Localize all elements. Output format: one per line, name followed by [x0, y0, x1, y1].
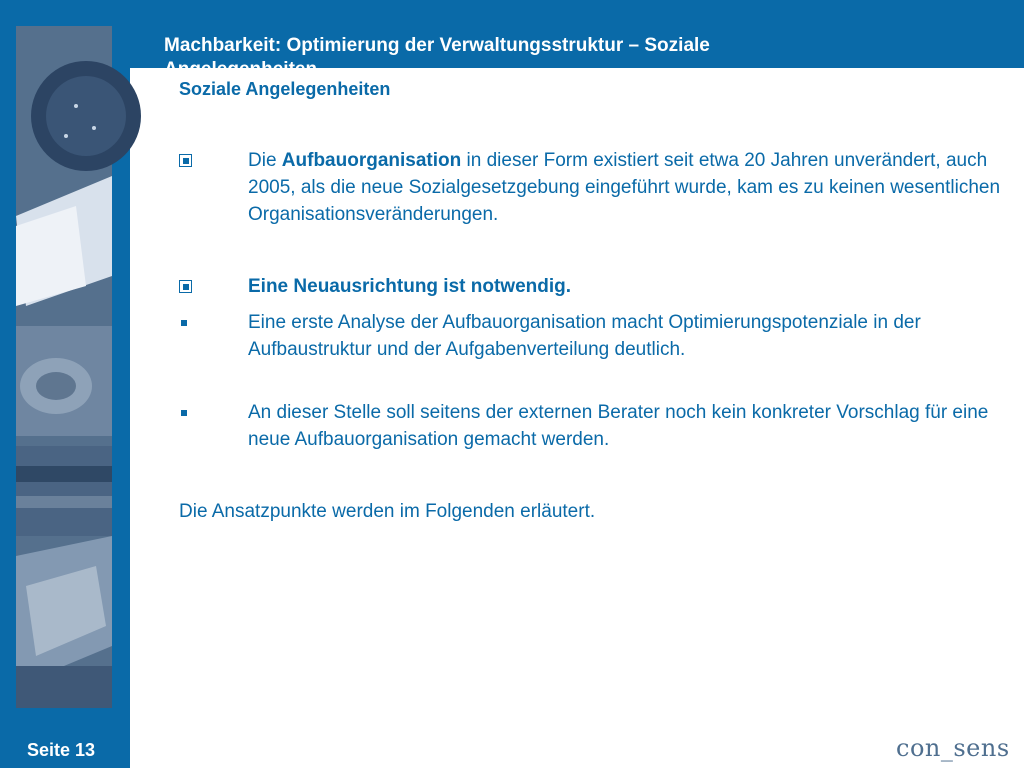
square-bullet-icon [179, 309, 201, 336]
section-subtitle: Soziale Angelegenheiten [179, 79, 391, 99]
company-logo: con_sens [896, 734, 1010, 762]
square-bullet-icon [179, 399, 201, 426]
bullet-text: Eine Neuausrichtung ist notwendig. [248, 276, 572, 297]
bullet-text: Eine erste Analyse der Aufbauorganisation macht Optimierungspotenziale in der Aufbaustruktur und der Aufgabenverteilung deutlich. [248, 312, 921, 360]
bullet-suffix: in dieser Form existiert seit etwa 20 Jahren unverändert, auch 2005, als die neue Sozialgesetzgebung eingeführt wurde, kam es zu keinen wesentlichen Organisationsveränderungen. [248, 150, 1001, 225]
bullet-prefix: Die [248, 150, 282, 171]
bullet-text [248, 147, 1008, 228]
boxed-square-bullet-icon [179, 147, 201, 174]
bullet-text: An dieser Stelle soll seitens der externen Berater noch kein konkreter Vorschlag für eine neue Aufbauorganisation gemacht werden. [248, 402, 989, 450]
slide-title: Machbarkeit: Optimierung der Verwaltungsstruktur – Soziale Angelegenheiten [164, 35, 710, 80]
decorative-collage-image [16, 26, 112, 708]
bullet-bold-term: Aufbauorganisation [281, 150, 462, 171]
boxed-square-bullet-icon [179, 273, 201, 300]
closing-text: Die Ansatzpunkte werden im Folgenden erläutert. [179, 501, 596, 522]
page-number: Seite 13 [27, 740, 96, 760]
